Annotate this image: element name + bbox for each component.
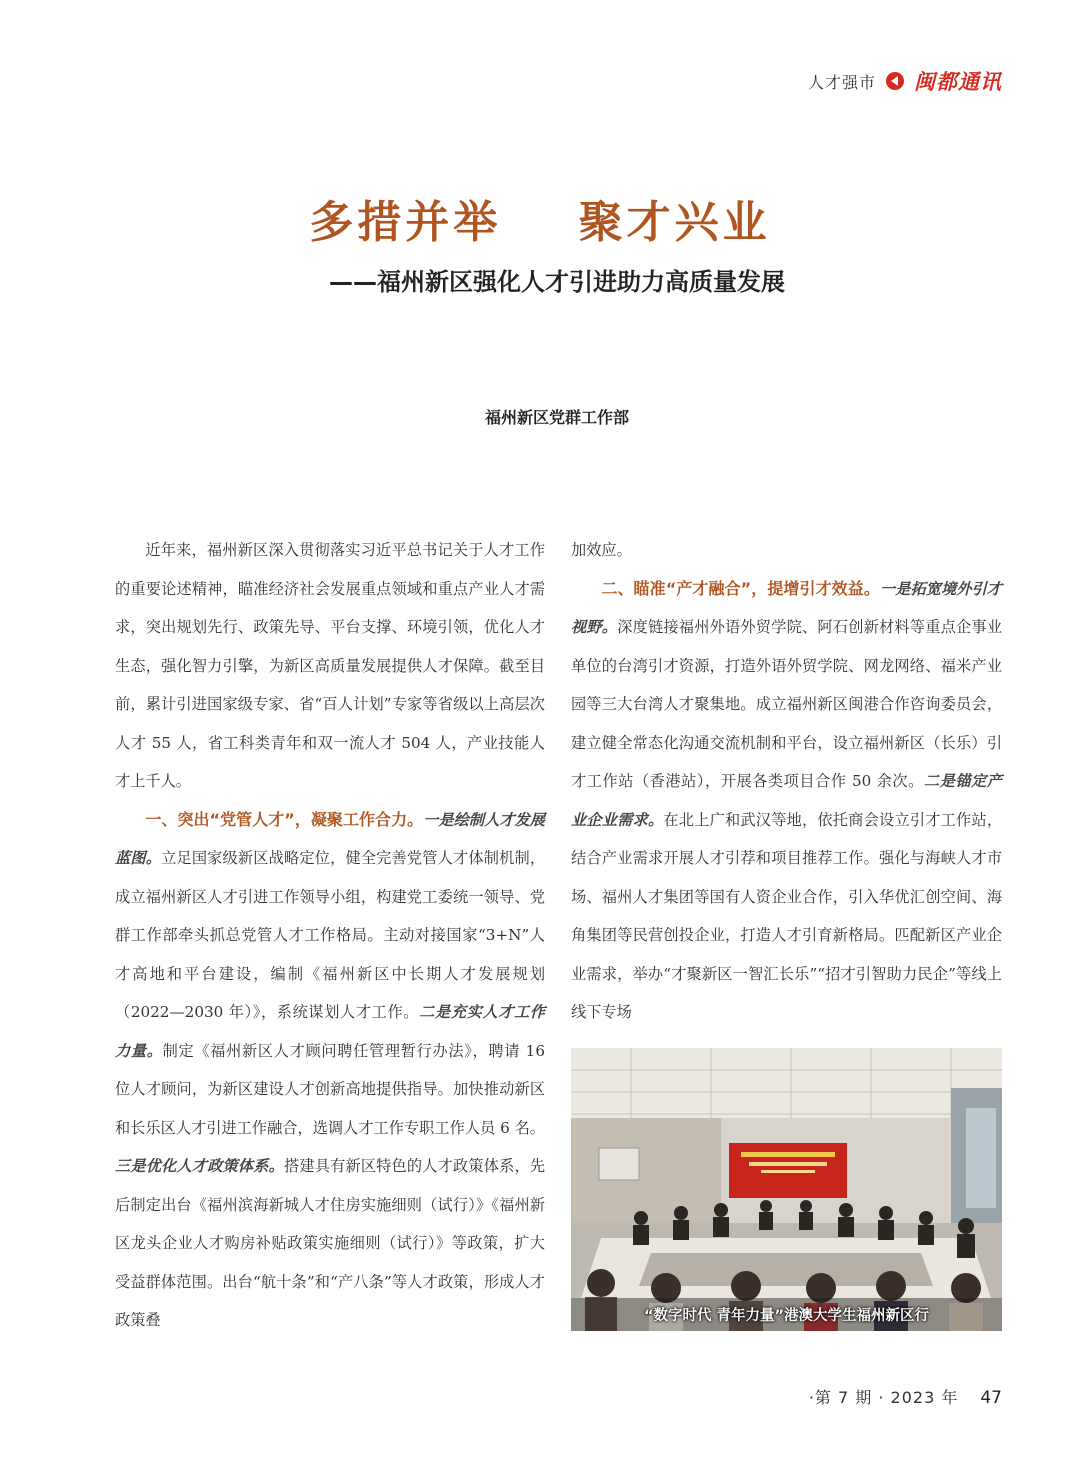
section-2-paragraph [571,570,1002,1032]
section-1-text-2: 制定《福州新区人才顾问聘任管理暂行办法》，聘请 16 位人才顾问，为新区建设人才创新高地提供指导。加快推动新区和长乐区人才引进工作融合，选调人才工作专职工作人员 6 名。 [115,1041,545,1137]
section-2-point-1: 一是拓宽境外引才视野。 [571,579,1002,636]
section-2-heading: 二、瞄准“产才融合”，提增引才效益。 [601,578,880,598]
page-number: 47 [980,1388,1002,1408]
section-1-text-1: 立足国家级新区战略定位，健全完善党管人才体制机制，成立福州新区人才引进工作领导小组，构建党工委统一领导、党群工作部牵头抓总党管人才工作格局。主动对接国家“3+N”人才高地和平台建设，编制《福州新区中长期人才发展规划（2022—2030 年）》，系统谋划人才工作。 [115,849,546,1021]
article-subtitle: ——福州新区强化人才引进助力高质量发展 [329,268,785,296]
event-photo [571,1048,1002,1331]
magazine-logo-icon [886,72,904,90]
column-name: 人才强市 [807,72,876,92]
issue-info: ·第 7 期 · 2023 年 [808,1388,959,1407]
section-2-text-1: 深度链接福州外语外贸学院、阿石创新材料等重点企事业单位的台湾引才资源，打造外语外贸学院、网龙网络、福米产业园等三大台湾人才聚集地。成立福州新区闽港合作咨询委员会，建立健全常态化沟通交流机制和平台，设立福州新区（长乐）引才工作站（香港站），开展各类项目合作 50 余次。 [571,618,1003,790]
section-2-point-2: 二是锚定产业企业需求。 [571,772,1002,829]
section-1-text-3: 搭建具有新区特色的人才政策体系，先后制定出台《福州滨海新城人才住房实施细则（试行）》《福州新区龙头企业人才购房补贴政策实施细则（试行）》等政策，扩大受益群体范围。出台“航十条”和“产八条”等人才政策，形成人才政策叠 [115,1157,546,1329]
section-1-paragraph [115,801,545,1340]
photo-caption: “数字时代 青年力量”港澳大学生福州新区行 [643,1308,930,1324]
page-footer [809,1385,1002,1408]
section-1-heading: 一、突出“党管人才”，凝聚工作合力。 [145,809,424,829]
intro-paragraph: 近年来，福州新区深入贯彻落实习近平总书记关于人才工作的重要论述精神，瞄准经济社会发展重点领域和重点产业人才需求，突出规划先行、政策先导、平台支撑、环境引领，优化人才生态，强化智力引擎，为新区高质量发展提供人才保障。截至目前，累计引进国家级专家、省“百人计划”专家等省级以上高层次人才 55 人，省工科类青年和双一流人才 504 人，产业技能人才上千人。 [115,541,545,790]
section-1-point-3: 三是优化人才政策体系。 [115,1157,284,1175]
magazine-name: 闽都通讯 [914,70,1002,94]
right-column [571,531,1002,1032]
section-2-text-2: 在北上广和武汉等地，依托商会设立引才工作站，结合产业需求开展人才引荐和项目推荐工作。强化与海峡人才市场、福州人才集团等国有人资企业合作，引入华优汇创空间、海角集团等民营创投企业，打造人才引育新格局。匹配新区产业企业需求，举办“才聚新区一智汇长乐”“招才引智助力民企”等线上线下专场 [571,810,1003,1021]
article-title: 多措并举 聚才兴业 [309,197,771,248]
section-1-continuation: 加效应。 [571,541,632,559]
left-column [115,531,545,1340]
section-1-point-1: 一是绘制人才发展蓝图。 [115,810,545,867]
article-author: 福州新区党群工作部 [484,408,629,427]
meeting-room-illustration [571,1048,1002,1331]
section-1-point-2: 二是充实人才工作力量。 [115,1003,545,1060]
page-header [808,66,1002,96]
